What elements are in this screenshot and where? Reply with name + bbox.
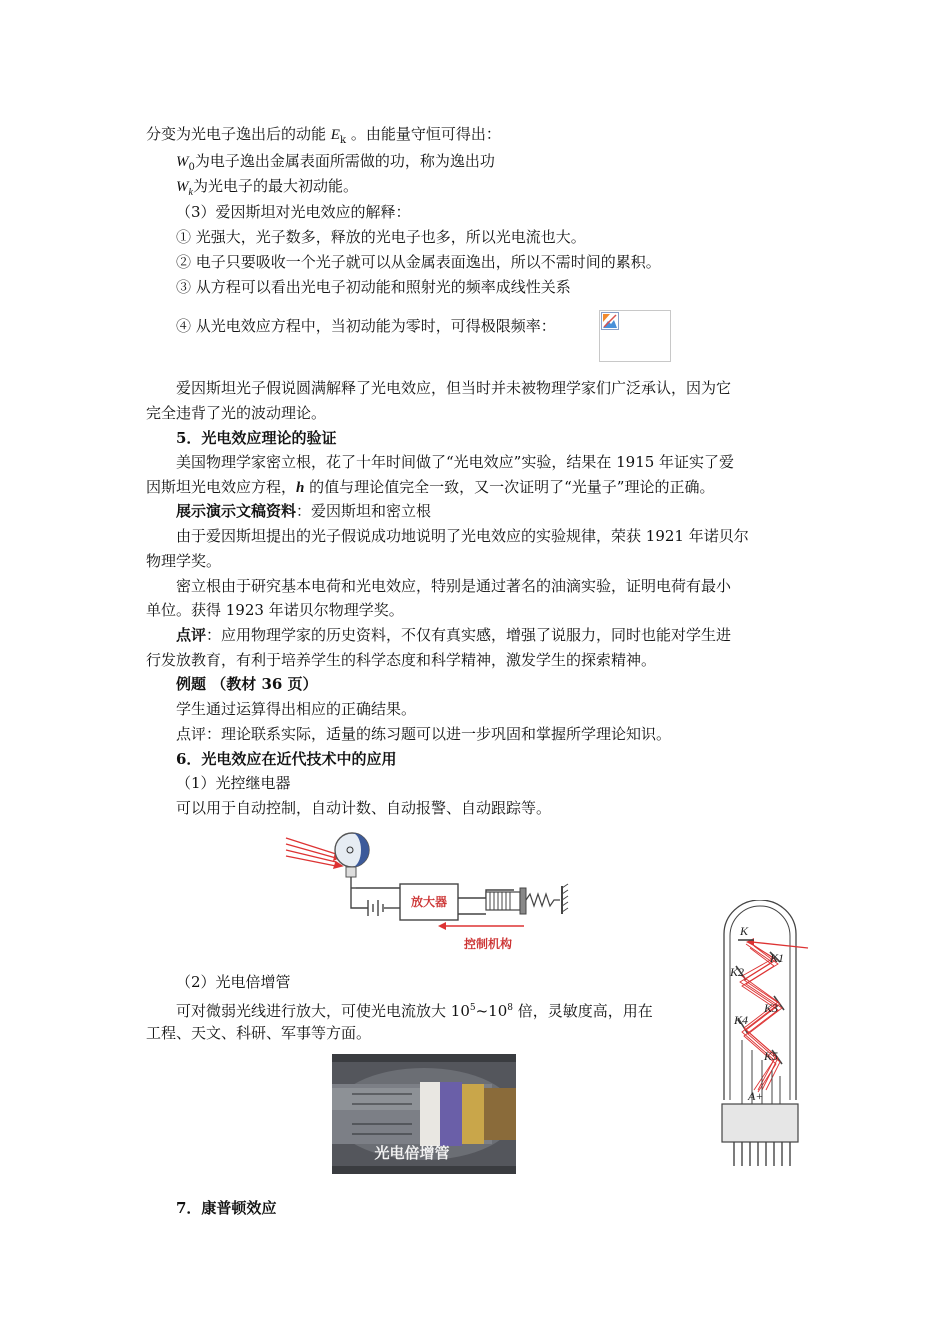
text-line: $W_k$为光电子的最大初动能。	[176, 177, 358, 198]
section-heading: 6．光电效应在近代技术中的应用	[176, 750, 397, 768]
example-heading: 例题 （教材 36 页）	[176, 675, 318, 693]
text-line: $W_0$为电子逸出金属表面所需做的功，称为逸出功	[176, 152, 495, 173]
photo-relay-figure	[284, 828, 580, 954]
subheading: （2）光电倍增管	[176, 973, 291, 991]
text-line: （3）爱因斯坦对光电效应的解释：	[176, 203, 411, 221]
spring	[526, 894, 560, 906]
paragraph-line: 因斯坦光电效应方程，h 的值与理论值完全一致，又一次证明了“光量子”理论的正确。	[146, 478, 715, 496]
paragraph-line: 展示演示文稿资料：爱因斯坦和密立根	[176, 502, 432, 520]
paragraph-line: 美国物理学家密立根，花了十年时间做了“光电效应”实验，结果在 1915 年证实了爱	[176, 453, 735, 471]
paragraph-line: 学生通过运算得出相应的正确结果。	[176, 700, 417, 718]
paragraph-line: 爱因斯坦光子假说圆满解释了光电效应，但当时并未被物理学家们广泛承认，因为它	[176, 379, 732, 397]
tube-base	[722, 1104, 798, 1142]
paragraph-line: 点评：理论联系实际，适量的练习题可以进一步巩固和掌握所学理论知识。	[176, 725, 672, 743]
paragraph-line: 工程、天文、科研、军事等方面。	[146, 1024, 372, 1042]
photo-caption: 光电倍增管	[374, 1144, 450, 1162]
paragraph-line: 密立根由于研究基本电荷和光电效应，特别是通过著名的油滴实验，证明电荷有最小	[176, 577, 732, 595]
text-line: ③ 从方程可以看出光电子初动能和照射光的频率成线性关系	[176, 278, 571, 296]
paragraph-line: 可以用于自动控制，自动计数、自动报警、自动跟踪等。	[176, 799, 552, 817]
label-k2: K2	[730, 965, 745, 979]
label-k: K	[740, 924, 749, 938]
text-line: ④ 从光电效应方程中，当初动能为零时，可得极限频率：	[176, 317, 556, 335]
electromagnet	[486, 892, 520, 910]
paragraph-line: 完全违背了光的波动理论。	[146, 404, 327, 422]
paragraph-line: 物理学奖。	[146, 552, 222, 570]
light-rays	[286, 838, 342, 868]
label-k4: K4	[734, 1013, 749, 1027]
photomultiplier-photo	[332, 1054, 516, 1174]
photomultiplier-diagram	[718, 900, 810, 1170]
paragraph-line: 由于爱因斯坦提出的光子假说成功地说明了光电效应的实验规律，荣获 1921 年诺贝尔	[176, 527, 749, 545]
paragraph-line: 单位。获得 1923 年诺贝尔物理学奖。	[146, 601, 404, 619]
label-k3: K3	[764, 1001, 779, 1015]
paragraph-line: 可对微弱光线进行放大，可使光电流放大 $10^5\sim 10^8$ 倍，灵敏度高，用在	[176, 1002, 653, 1020]
text-line: 分变为光电子逸出后的动能 $E_k$ 。由能量守恒可得出：	[146, 125, 501, 146]
paragraph-line: 点评：应用物理学家的历史资料，不仅有真实感，增强了说服力，同时也能对学生进	[176, 626, 732, 644]
text-line: ① 光强大，光子数多，释放的光电子也多，所以光电流也大。	[176, 228, 586, 246]
label-k1: K1	[770, 951, 785, 965]
text-line: ② 电子只要吸收一个光子就可以从金属表面逸出，所以不需时间的累积。	[176, 253, 661, 271]
label-anode: A+	[748, 1089, 764, 1103]
broken-image-icon	[601, 312, 619, 330]
subheading: （1）光控继电器	[176, 774, 291, 792]
section-heading: 5．光电效应理论的验证	[176, 429, 337, 447]
control-label: 控制机构	[463, 937, 513, 951]
label-k5: K5	[764, 1049, 779, 1063]
amplifier-label: 放大器	[410, 895, 448, 909]
section-heading: 7．康普顿效应	[176, 1199, 277, 1217]
paragraph-line: 行发放教育，有利于培养学生的科学态度和科学精神，激发学生的探索精神。	[146, 651, 657, 669]
